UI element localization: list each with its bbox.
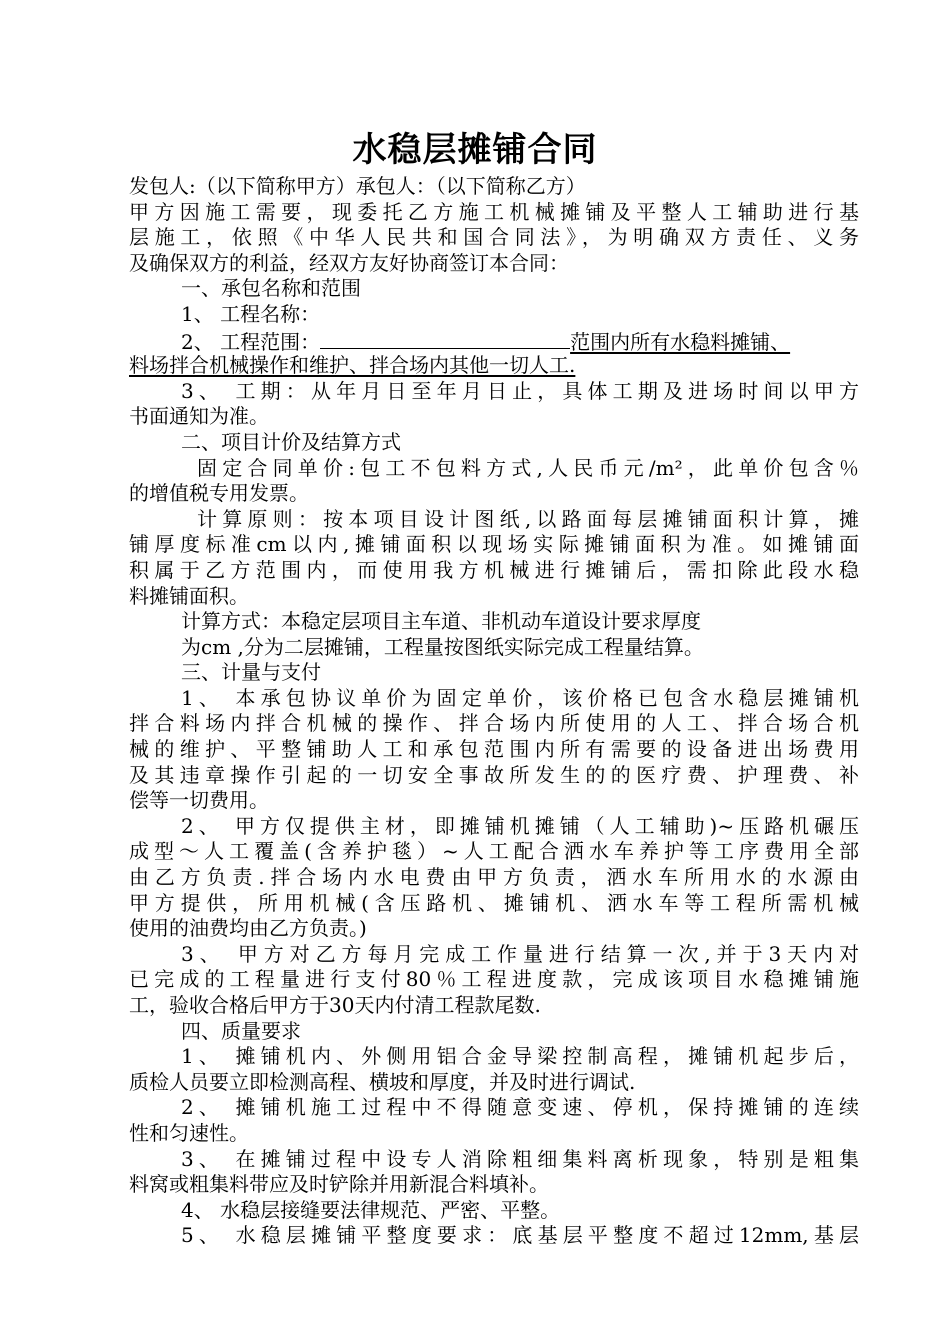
paragraph-line: 计算方式：本稳定层项目主车道、非机动车道设计要求厚度 <box>181 609 701 634</box>
clause-line: 性和匀速性。 <box>129 1120 249 1145</box>
clause-line: 偿等一切费用。 <box>129 788 269 813</box>
clause-line <box>129 328 859 354</box>
clause-line: 5、 水稳层摊铺平整度要求：底基层平整度不超过12mm,基层 <box>181 1223 859 1248</box>
clause-line: 由乙方负责.拌合场内水电费由甲方负责，洒水车所用水的水源由 <box>129 865 859 890</box>
clause-label: 2、 工程范围： <box>181 329 321 354</box>
clause-line: 书面通知为准。 <box>129 404 269 429</box>
section-heading: 四、质量要求 <box>181 1018 301 1043</box>
paragraph-line: 为cm ,分为二层摊铺，工程量按图纸实际完成工程量结算。 <box>181 634 704 659</box>
document-title: 水稳层摊铺合同 <box>352 130 598 170</box>
section-heading: 一、承包名称和范围 <box>181 276 361 301</box>
clause-line: 1、 摊铺机内、外侧用铝合金导梁控制高程，摊铺机起步后， <box>181 1044 859 1069</box>
paragraph-line: 层施工，依照《中华人民共和国合同法》，为明确双方责任、义务 <box>129 225 859 250</box>
clause-line: 及其违章操作引起的一切安全事故所发生的的医疗费、护理费、补 <box>129 762 859 787</box>
paragraph-line: 固定合同单价:包工不包料方式,人民币元/m²，此单价包含％ <box>197 455 859 480</box>
underlined-text: 范围内所有水稳料摊铺、 <box>570 329 791 354</box>
clause-line: 械的维护、平整铺助人工和承包范围内所有需要的设备进出场费用 <box>129 737 859 762</box>
paragraph-line: 积属于乙方范围内，而使用我方机械进行摊铺后，需扣除此段水稳 <box>129 557 859 582</box>
clause-line: 拌合料场内拌合机械的操作、拌合场内所使用的人工、拌合场合机 <box>129 711 859 736</box>
clause-line: 3、 工期：从年月日至年月日止，具体工期及进场时间以甲方 <box>181 378 859 403</box>
clause-line: 2、 摊铺机施工过程中不得随意变速、停机，保持摊铺的连续 <box>181 1095 859 1120</box>
clause-line: 质检人员要立即检测高程、横坡和厚度，并及时进行调试. <box>129 1069 636 1094</box>
underlined-text: 料场拌合机械操作和维护、拌合场内其他一切人工. <box>129 353 576 378</box>
paragraph-line: 甲方因施工需要，现委托乙方施工机械摊铺及平整人工辅助进行基 <box>129 199 859 224</box>
clause-line: 使用的油费均由乙方负责。) <box>129 916 367 941</box>
clause-line: 成型～人工覆盖(含养护毯）~人工配合洒水车养护等工序费用全部 <box>129 839 859 864</box>
clause-line: 3、 在摊铺过程中设专人消除粗细集料离析现象，特别是粗集 <box>181 1146 859 1171</box>
paragraph-line: 铺厚度标准cm以内,摊铺面积以现场实际摊铺面积为准。如摊铺面 <box>129 532 859 557</box>
clause-line: 料窝或粗集料带应及时铲除并用新混合料填补。 <box>129 1172 549 1197</box>
clause-line: 1、 工程名称： <box>181 301 321 326</box>
paragraph-line: 计算原则：按本项目设计图纸,以路面每层摊铺面积计算，摊 <box>197 506 859 531</box>
paragraph-line: 及确保双方的利益，经双方友好协商签订本合同： <box>129 250 569 275</box>
document-body <box>129 174 859 1249</box>
clause-line <box>129 353 859 379</box>
clause-line: 已完成的工程量进行支付80％工程进度款，完成该项目水稳摊铺施 <box>129 967 859 992</box>
section-heading: 三、计量与支付 <box>181 660 321 685</box>
paragraph-line: 的增值税专用发票。 <box>129 481 309 506</box>
paragraph-line: 料摊铺面积。 <box>129 583 249 608</box>
parties-line: 发包人:（以下简称甲方）承包人：（以下简称乙方） <box>129 174 586 198</box>
clause-line: 甲方提供，所用机械(含压路机、摊铺机、洒水车等工程所需机械 <box>129 890 859 915</box>
clause-line: 4、 水稳层接缝要法律规范、严密、平整。 <box>181 1197 561 1222</box>
section-heading: 二、项目计价及结算方式 <box>181 429 401 454</box>
clause-line: 2、 甲方仅提供主材，即摊铺机摊铺（人工辅助)~压路机碾压 <box>181 813 859 838</box>
clause-line: 3、 甲方对乙方每月完成工作量进行结算一次,并于3天内对 <box>181 941 859 966</box>
clause-line: 工，验收合格后甲方于30天内付清工程款尾数. <box>129 993 541 1017</box>
blank-underline <box>320 328 570 349</box>
clause-line: 1、 本承包协议单价为固定单价，该价格已包含水稳层摊铺机 <box>181 685 859 710</box>
